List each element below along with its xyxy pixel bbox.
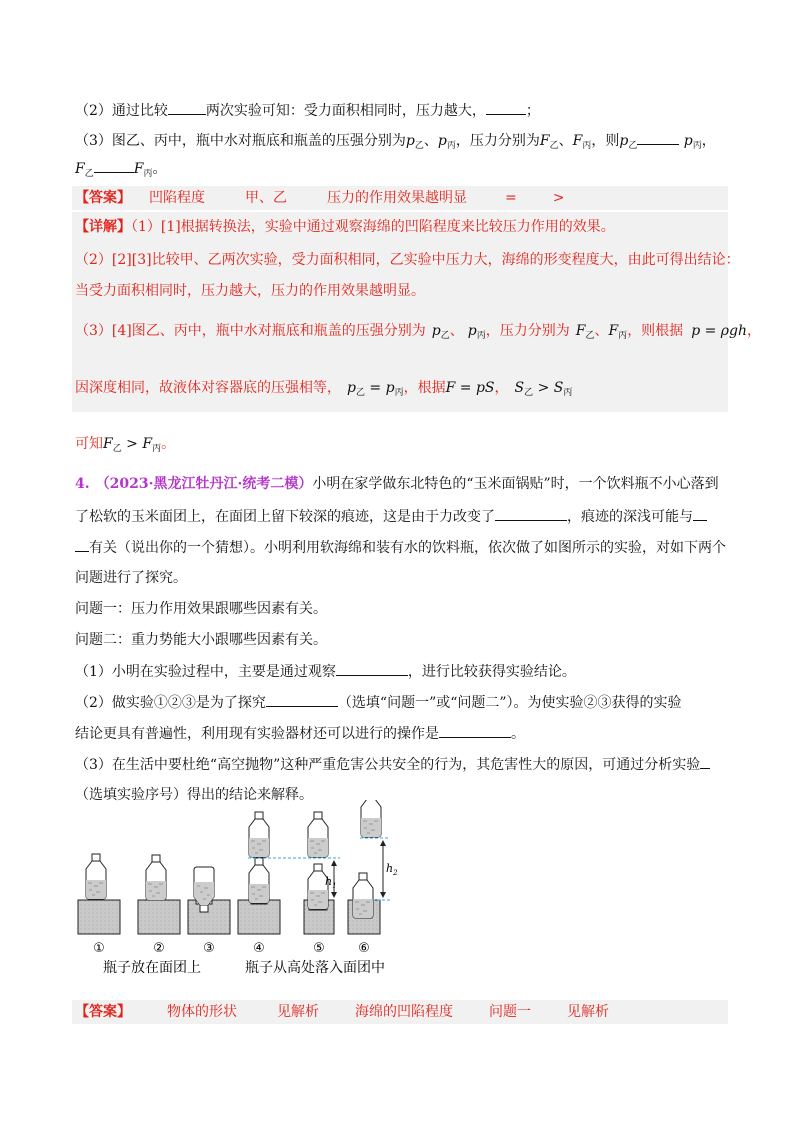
- blank[interactable]: [637, 130, 679, 145]
- blank[interactable]: [75, 537, 89, 552]
- blank[interactable]: [336, 661, 408, 676]
- q4-sub1: （1）小明在实验过程中，主要是通过观察 ，进行比较获得实验结论。: [75, 661, 576, 682]
- q4-sub2: （2）做实验①②③是为了探究 （选填“问题一”或“问题二”）。为使实验②③获得的实验: [75, 692, 682, 713]
- detail-line-6: 可知$F_乙 > F_丙$。: [75, 436, 176, 454]
- q4-problem-1: 问题一：压力作用效果跟哪些因素有关。: [75, 601, 327, 617]
- svg-text:⑤: ⑤: [313, 941, 325, 956]
- answer-line-1: 【答案】 凹陷程度 甲、乙 压力的作用效果越明显 = >: [75, 190, 565, 206]
- q3-part3-line2: $F_乙$ $F_丙$。: [75, 158, 166, 184]
- blank[interactable]: [439, 723, 511, 738]
- blank[interactable]: [486, 100, 526, 115]
- detail-line-3: 当受力面积相同时，压力越大，压力的作用效果越明显。: [75, 283, 425, 299]
- h1-label: $h_1$: [325, 875, 337, 890]
- detail-line-5: 因深度相同，故液体对容器底的压强相等， $p_乙 = p_丙$，根据F = pS， $S_乙 > S_丙$: [75, 380, 573, 398]
- q4-line-3: 有关（说出你的一个猜想）。小明利用软海绵和装有水的饮料瓶，依次做了如图所示的实验，对如下两个: [75, 537, 726, 558]
- svg-text:④: ④: [253, 941, 265, 956]
- q4-sub3: （3）在生活中要杜绝“高空抛物”这种严重危害公共安全的行为，其危害性大的原因，可通过分析实验: [75, 754, 710, 775]
- q4-sub2-b: 结论更具有普遍性，利用现有实验器材还可以进行的操作是 。: [75, 723, 525, 744]
- q4-problem-2: 问题二：重力势能大小跟哪些因素有关。: [75, 632, 327, 648]
- detail-line-2: （2）[2][3]比较甲、乙两次实验，受力面积相同，乙实验中压力大，海绵的形变程度大，由此可得出结论：: [75, 252, 740, 268]
- svg-text:①: ①: [93, 941, 105, 956]
- blank[interactable]: [700, 754, 710, 769]
- svg-text:⑥: ⑥: [358, 941, 370, 956]
- blank[interactable]: [168, 100, 206, 115]
- blank[interactable]: [94, 158, 134, 173]
- experiment-figure: [72, 800, 412, 980]
- q4-line-2: 了松软的玉米面团上，在面团上留下较深的痕迹，这是由于力改变了 ，痕迹的深浅可能与: [75, 506, 707, 527]
- h2-label: $h_2$: [386, 862, 398, 877]
- detail-line-4: （3）[4]图乙、丙中，瓶中水对瓶底和瓶盖的压强分别为 $p_乙$、 $p_丙$，压力分别为 $F_乙$、$F_丙$，则根据 p = ρgh，: [75, 323, 762, 341]
- q3-part3-line: （3）图乙、丙中，瓶中水对瓶底和瓶盖的压强分别为$p_乙$、$p_丙$，压力分别为$F_乙$、$F_丙$，则$p_乙$ $p_丙$，: [75, 130, 716, 156]
- detail-line-1: 【详解】（1）[1]根据转换法，实验中通过观察海绵的凹陷程度来比较压力作用的效果。: [75, 219, 615, 235]
- blank[interactable]: [266, 692, 338, 707]
- blank[interactable]: [693, 506, 707, 521]
- answer-line-2: 【答案】 物体的形状 见解析 海绵的凹陷程度 问题一 见解析: [75, 1004, 609, 1020]
- svg-text:③: ③: [203, 941, 215, 956]
- svg-text:②: ②: [153, 941, 165, 956]
- q4-line-4: 问题进行了探究。: [75, 570, 187, 586]
- q4-sub3-b: （选填实验序号）得出的结论来解释。: [75, 787, 313, 803]
- q4-line-1: 4. （2023·黑龙江牡丹江·统考二模）小明在家学做东北特色的“玉米面锅贴”时，一个饮料瓶不小心落到: [75, 476, 719, 492]
- caption-left: 瓶子放在面团上: [103, 960, 201, 976]
- blank[interactable]: [495, 506, 567, 521]
- q3-part2-line: （2）通过比较 两次实验可知：受力面积相同时，压力越大， ；: [75, 100, 540, 121]
- caption-right: 瓶子从高处落入面团中: [245, 960, 385, 976]
